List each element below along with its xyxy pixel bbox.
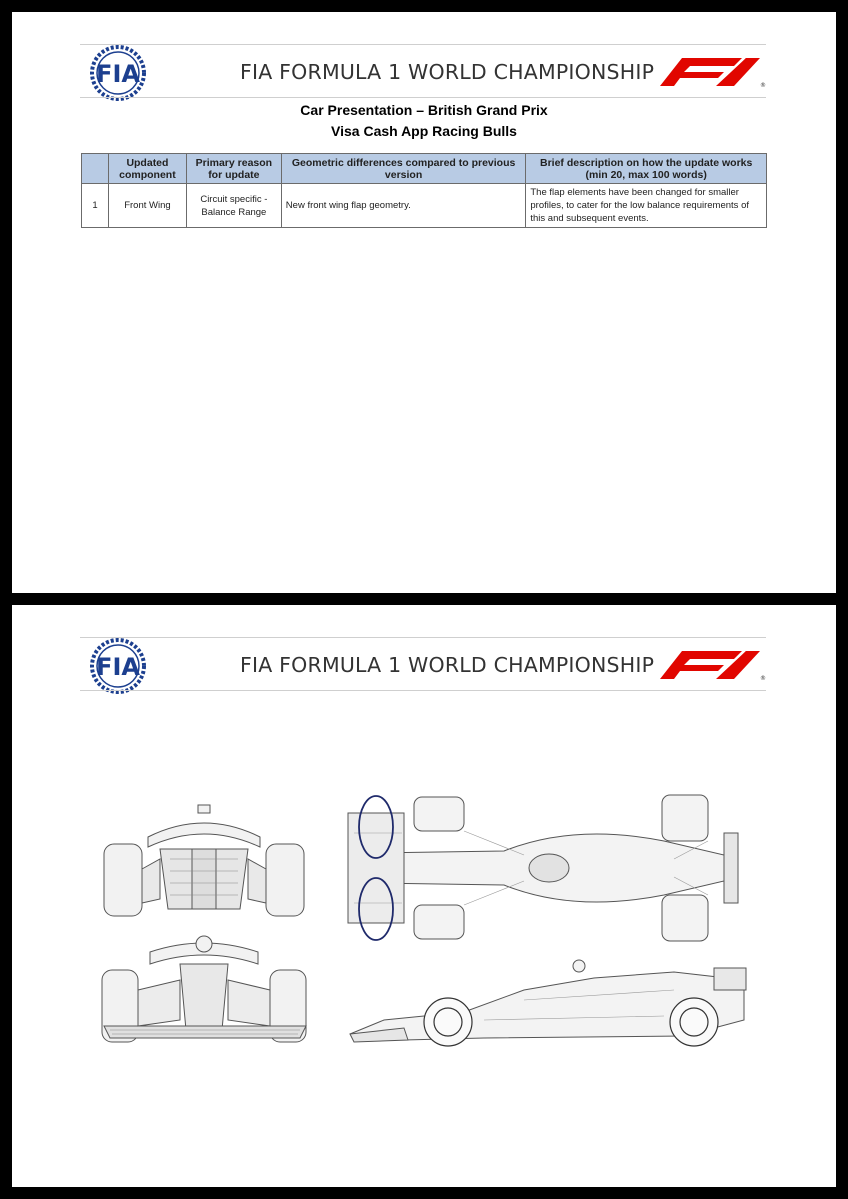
cell-reason: Circuit specific - Balance Range xyxy=(186,184,281,228)
car-drawings xyxy=(12,785,836,1045)
championship-title: FIA FORMULA 1 WORLD CHAMPIONSHIP xyxy=(240,653,655,677)
header-rule-top xyxy=(80,637,766,638)
svg-text:FIA: FIA xyxy=(96,653,140,681)
championship-title: FIA FORMULA 1 WORLD CHAMPIONSHIP xyxy=(240,60,655,84)
f1-logo-icon xyxy=(654,52,766,88)
cell-geometric: New front wing flap geometry. xyxy=(281,184,526,228)
header-component: Updated component xyxy=(108,154,186,184)
f1-logo-icon xyxy=(654,645,766,681)
document-page-1 xyxy=(12,12,836,593)
table-row xyxy=(82,184,767,228)
car-top-view-drawing xyxy=(344,793,754,943)
page-header xyxy=(80,42,766,98)
car-side-view-drawing xyxy=(344,950,754,1050)
cell-component: Front Wing xyxy=(108,184,186,228)
fia-logo-icon xyxy=(80,45,158,101)
updates-table xyxy=(81,153,767,228)
document-page-2 xyxy=(12,605,836,1187)
svg-text:FIA: FIA xyxy=(96,60,140,88)
header-rule-bottom xyxy=(80,97,766,98)
header-reason: Primary reason for update xyxy=(186,154,281,184)
page-header xyxy=(80,635,766,691)
cell-number: 1 xyxy=(82,184,109,228)
svg-text:®: ® xyxy=(760,82,766,88)
fia-logo-icon xyxy=(80,638,158,694)
svg-text:®: ® xyxy=(760,675,766,681)
car-rear-view-drawing xyxy=(100,799,310,924)
document-title: Car Presentation – British Grand Prix xyxy=(300,102,548,118)
cell-description: The flap elements have been changed for smaller profiles, to cater for the low balance requirements of this and subsequent events. xyxy=(526,184,767,228)
header-rule-bottom xyxy=(80,690,766,691)
header-geometric: Geometric differences compared to previous version xyxy=(281,154,526,184)
header-description: Brief description on how the update works (min 20, max 100 words) xyxy=(526,154,767,184)
car-front-view-drawing xyxy=(100,930,310,1050)
header-number xyxy=(82,154,109,184)
team-name: Visa Cash App Racing Bulls xyxy=(331,123,517,139)
table-header-row xyxy=(82,154,767,184)
header-rule-top xyxy=(80,44,766,45)
